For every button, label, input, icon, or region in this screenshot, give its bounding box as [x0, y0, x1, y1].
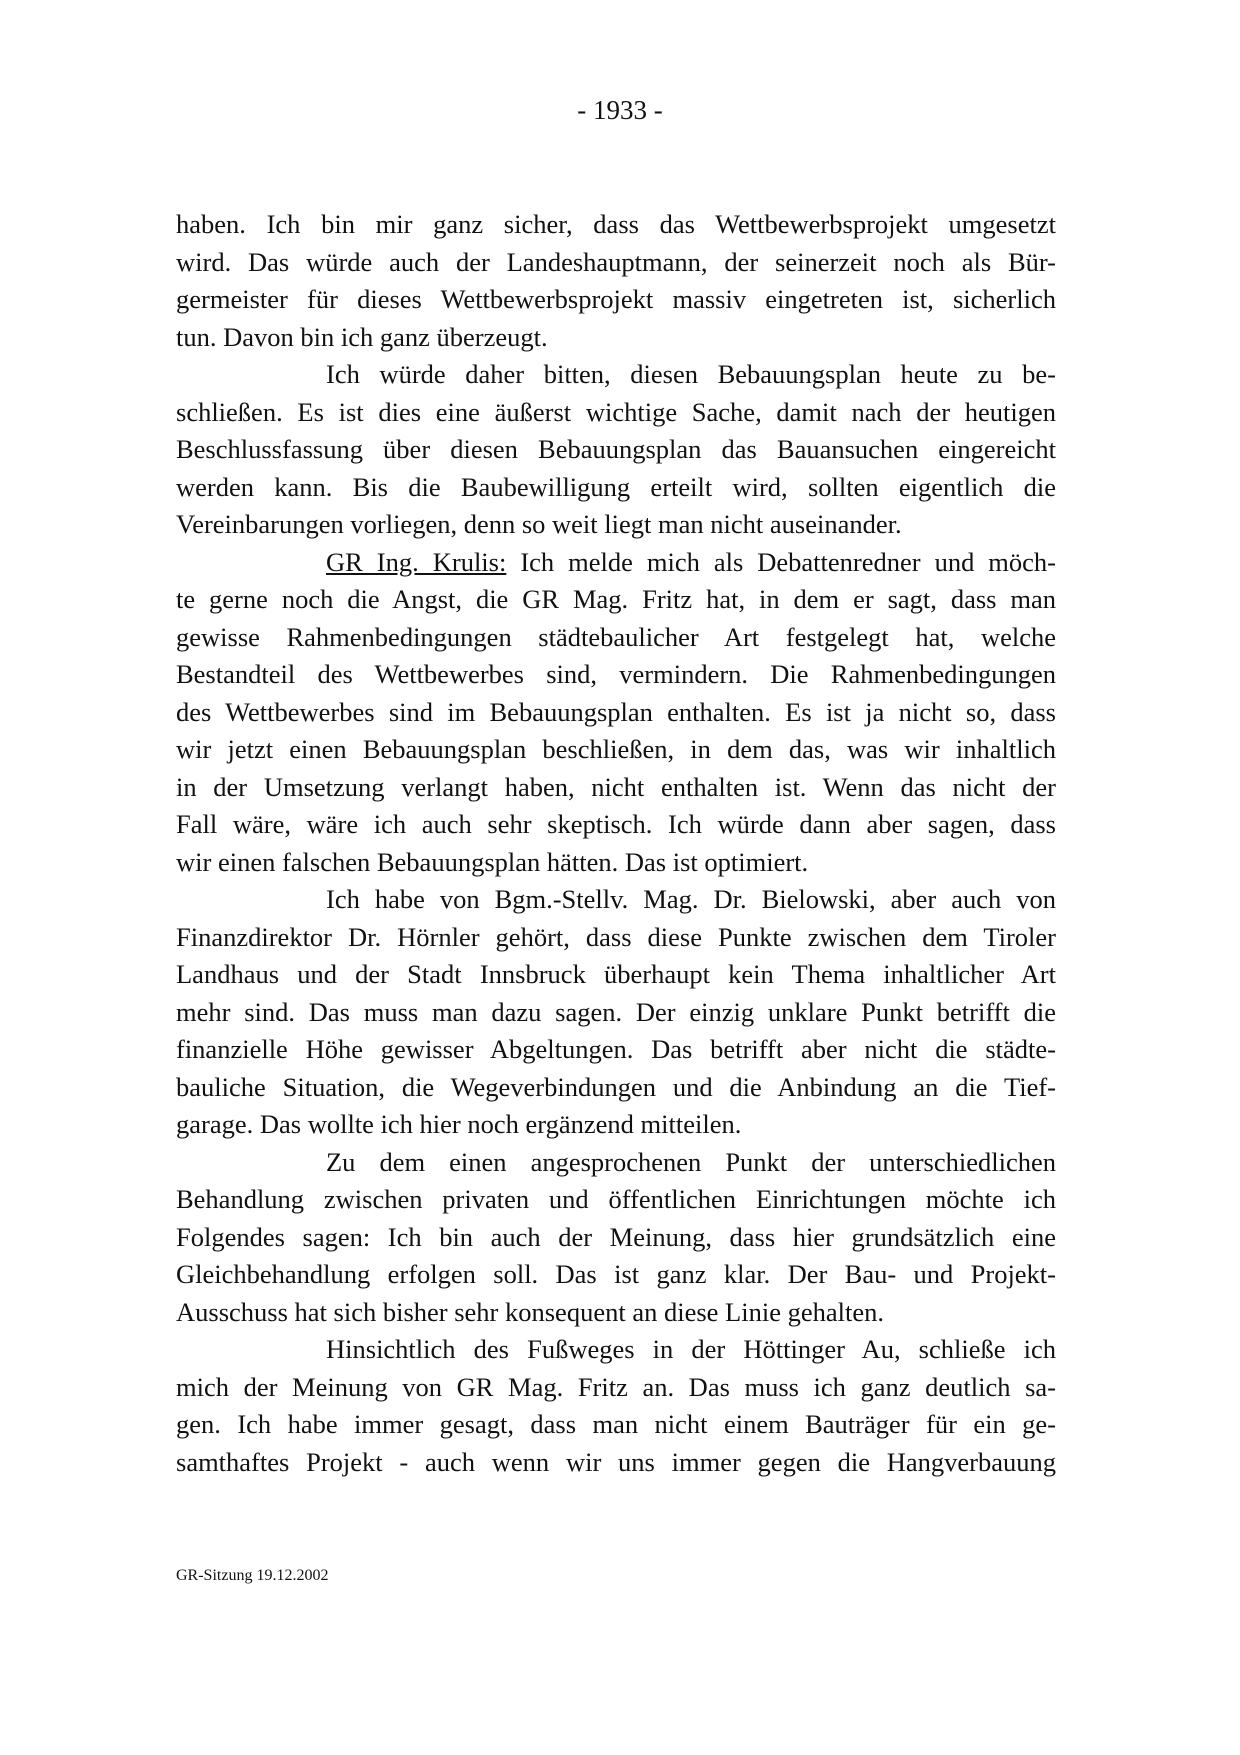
paragraph-6 — [176, 1331, 1056, 1481]
text-line: Finanzdirektor Dr. Hörnler gehört, dass diese Punkte zwischen dem Tiroler — [176, 921, 1056, 952]
text-line: Hinsichtlich des Fußweges in der Höttinger Au, schließe ich — [326, 1334, 1056, 1364]
text-line: in der Umsetzung verlangt haben, nicht enthalten ist. Wenn das nicht der — [176, 771, 1056, 802]
text-line: bauliche Situation, die Wegeverbindungen und die Anbindung an die Tief- — [176, 1071, 1056, 1102]
text-line: Folgendes sagen: Ich bin auch der Meinung, dass hier grundsätzlich eine — [176, 1221, 1056, 1252]
text-line: gen. Ich habe immer gesagt, dass man nicht einem Bauträger für ein ge- — [176, 1409, 1056, 1439]
text-line: garage. Das wollte ich hier noch ergänzend mitteilen. — [176, 1109, 742, 1139]
text-line: Beschlussfassung über diesen Bebauungsplan das Bauansuchen eingereicht — [176, 434, 1056, 464]
text-line: mehr sind. Das muss man dazu sagen. Der einzig unklare Punkt betrifft die — [176, 996, 1056, 1027]
text-line: Zu dem einen angesprochenen Punkt der unterschiedlichen — [326, 1146, 1056, 1177]
paragraph-1 — [176, 206, 1056, 356]
text-line-speaker — [176, 544, 1056, 582]
text-line: Ich würde daher bitten, diesen Bebauungsplan heute zu be- — [326, 359, 1056, 389]
text-line: samthaftes Projekt - auch wenn wir uns immer gegen die Hangverbauung — [176, 1446, 1056, 1477]
text-line: des Wettbewerbes sind im Bebauungsplan enthalten. Es ist ja nicht so, dass — [176, 696, 1056, 727]
text-line: werden kann. Bis die Baubewilligung erteilt wird, sollten eigentlich die — [176, 471, 1056, 502]
text-line: te gerne noch die Angst, die GR Mag. Fritz hat, in dem er sagt, dass man — [176, 584, 1056, 614]
text-line: wird. Das würde auch der Landeshauptmann, der seinerzeit noch als Bür- — [176, 246, 1056, 277]
text-line: wir jetzt einen Bebauungsplan beschließen, in dem das, was wir inhaltlich — [176, 734, 1056, 764]
text-line: Ich habe von Bgm.-Stellv. Mag. Dr. Bielowski, aber auch von — [326, 884, 1056, 914]
text-line: mich der Meinung von GR Mag. Fritz an. Das muss ich ganz deutlich sa- — [176, 1371, 1056, 1402]
text-line: Ausschuss hat sich bisher sehr konsequent an diese Linie gehalten. — [176, 1296, 884, 1327]
footer-session-date: GR-Sitzung 19.12.2002 — [176, 1567, 329, 1584]
document-body — [176, 206, 1056, 1481]
text-line: schließen. Es ist dies eine äußerst wichtige Sache, damit nach der heutigen — [176, 396, 1056, 427]
text-line: Fall wäre, wäre ich auch sehr skeptisch. Ich würde dann aber sagen, dass — [176, 809, 1056, 839]
text-line: Behandlung zwischen privaten und öffentlichen Einrichtungen möchte ich — [176, 1184, 1056, 1214]
text-line: finanzielle Höhe gewisser Abgeltungen. Das betrifft aber nicht die städte- — [176, 1034, 1056, 1064]
paragraph-2 — [176, 356, 1056, 544]
text-line: Bestandteil des Wettbewerbes sind, vermindern. Die Rahmenbedingungen — [176, 659, 1056, 689]
page-number: - 1933 - — [577, 95, 663, 125]
text-line: Landhaus und der Stadt Innsbruck überhaupt kein Thema inhaltlicher Art — [176, 959, 1056, 989]
speaker-line-rest: Ich melde mich als Debattenredner und möch- — [506, 546, 1057, 577]
text-line: haben. Ich bin mir ganz sicher, dass das Wettbewerbsprojekt umgesetzt — [176, 209, 1056, 239]
paragraph-5 — [176, 1144, 1056, 1332]
text-line: germeister für dieses Wettbewerbsprojekt massiv eingetreten ist, sicherlich — [176, 284, 1056, 314]
text-line: Gleichbehandlung erfolgen soll. Das ist ganz klar. Der Bau- und Projekt- — [176, 1259, 1056, 1289]
text-line: tun. Davon bin ich ganz überzeugt. — [176, 321, 548, 352]
text-line: wir einen falschen Bebauungsplan hätten. Das ist optimiert. — [176, 846, 809, 877]
speaker-name: GR Ing. Krulis: — [326, 546, 507, 577]
paragraph-4 — [176, 881, 1056, 1144]
text-line: gewisse Rahmenbedingungen städtebaulicher Art festgelegt hat, welche — [176, 621, 1056, 652]
paragraph-3 — [176, 544, 1056, 882]
text-line: Vereinbarungen vorliegen, denn so weit liegt man nicht auseinander. — [176, 509, 902, 539]
